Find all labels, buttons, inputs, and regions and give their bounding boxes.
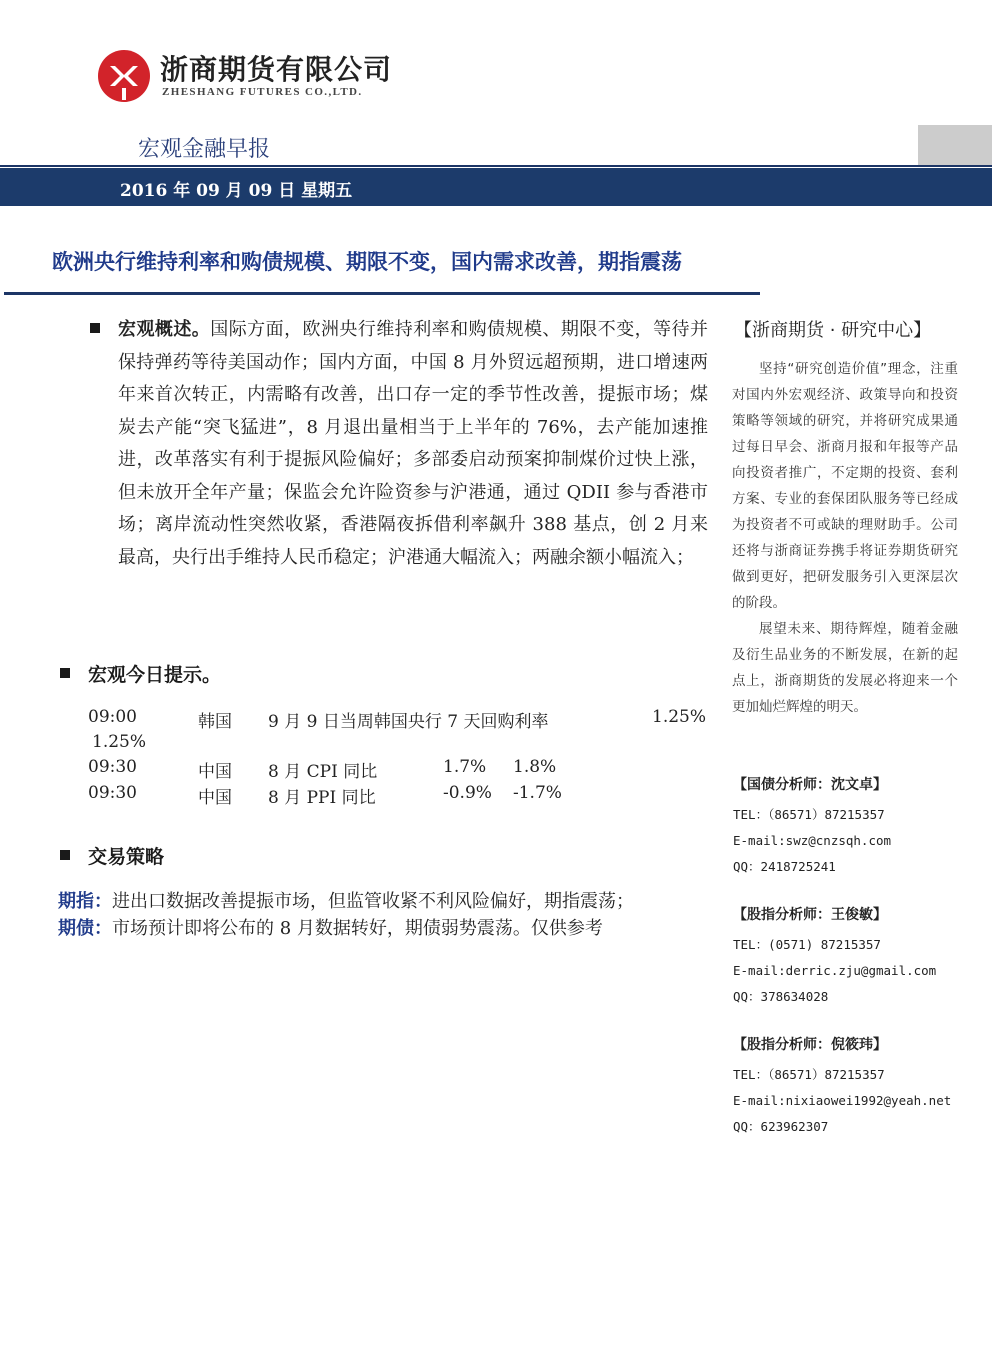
cal-time: 09:00	[88, 707, 137, 727]
strategy-text: 进出口数据改善提振市场，但监管收紧不利风险偏好，期指震荡；	[112, 891, 634, 912]
cal-prev: -0.9%	[443, 783, 492, 803]
cal-event: 8 月 CPI 同比	[268, 762, 378, 782]
overview-paragraph	[118, 314, 708, 574]
strategy-title: 交易策略	[88, 846, 165, 868]
calendar-title: 宏观今日提示。	[88, 664, 222, 686]
overview-text: 国际方面，欧洲央行维持利率和购债规模、期限不变，等待并保持弹药等待美国动作；国内方面，中国 8 月外贸远超预期，进口增速两年来首次转正，内需略有改善，出口存一定的季节性改善，提振市场；煤炭去产能“突飞猛进”，8 月退出量相当于上半年的 76%，去产能加速推进，改革落实有利于提振风险偏好；多部委启动预案抑制煤价过快上涨，但未放开全年产量；保监会允许险资参与沪港通，通过 QDII 参与香港市场；离岸流动性突然收紧，香港隔夜拆借利率飙升 388 基点，创 2 月来最高，央行出手维持人民币稳定；沪港通大幅流入；两融余额小幅流入；	[118, 319, 709, 568]
cal-time: 09:30	[88, 757, 137, 777]
sidebar-title: 【浙商期货 · 研究中心】	[734, 320, 932, 341]
cal-country: 韩国	[198, 712, 232, 732]
strategy-text: 市场预计即将公布的 8 月数据转好，期债弱势震荡。仅供参考	[112, 918, 603, 939]
analyst-card	[733, 904, 936, 1010]
analyst-qq: QQ：2418725241	[733, 859, 836, 874]
overview-label: 宏观概述。	[118, 319, 211, 340]
analyst-name: 【国债分析师：沈文卓】	[733, 777, 887, 793]
analyst-tel: TEL：(0571) 87215357	[733, 937, 881, 952]
cal-event: 8 月 PPI 同比	[268, 788, 376, 808]
cal-forecast: -1.7%	[513, 783, 562, 803]
analyst-email[interactable]: E-mail:derric.zju@gmail.com	[733, 963, 937, 978]
cal-event: 9 月 9 日当周韩国央行 7 天回购利率	[268, 712, 549, 732]
header-divider	[0, 165, 992, 167]
corner-block	[918, 125, 992, 165]
strategy-label: 期债：	[58, 918, 112, 939]
analyst-email[interactable]: E-mail:nixiaowei1992@yeah.net	[733, 1093, 952, 1108]
analyst-card	[733, 1034, 951, 1140]
analyst-name: 【股指分析师：王俊敏】	[733, 907, 887, 923]
bullet-square-icon	[90, 323, 100, 333]
cal-country: 中国	[198, 762, 232, 782]
sidebar-intro-p2: 展望未来、期待辉煌，随着金融及衍生品业务的不断发展，在新的起点上，浙商期货的发展必将迎来一个更加灿烂辉煌的明天。	[732, 621, 958, 715]
company-name-en: ZHESHANG FUTURES CO.,LTD.	[162, 86, 363, 98]
headline-rule	[4, 292, 760, 295]
analyst-name: 【股指分析师：倪筱玮】	[733, 1037, 887, 1053]
company-name-cn: 浙商期货有限公司	[160, 53, 393, 86]
cal-time: 09:30	[88, 783, 137, 803]
analyst-email[interactable]: E-mail:swz@cnzsqh.com	[733, 833, 892, 848]
analyst-qq: QQ：623962307	[733, 1119, 829, 1134]
sidebar-intro	[732, 356, 958, 720]
analyst-qq: QQ：378634028	[733, 989, 829, 1004]
report-date: 2016 年 09 月 09 日 星期五	[120, 181, 353, 201]
cal-prev: 1.7%	[443, 757, 487, 777]
company-logo-icon	[96, 48, 152, 104]
cal-prev: 1.25%	[652, 707, 707, 727]
bullet-square-icon	[60, 850, 70, 860]
strategy-item	[58, 914, 603, 940]
cal-forecast: 1.8%	[513, 757, 557, 777]
analyst-tel: TEL：（86571）87215357	[733, 807, 885, 822]
strategy-label: 期指：	[58, 891, 112, 912]
analyst-card	[733, 774, 891, 880]
strategy-item	[58, 887, 634, 913]
bullet-square-icon	[60, 668, 70, 678]
report-type: 宏观金融早报	[138, 137, 271, 162]
headline: 欧洲央行维持利率和购债规模、期限不变，国内需求改善，期指震荡	[52, 250, 682, 274]
analyst-tel: TEL：（86571）87215357	[733, 1067, 885, 1082]
cal-forecast: 1.25%	[92, 732, 147, 752]
cal-country: 中国	[198, 788, 232, 808]
sidebar-intro-p1: 坚持“研究创造价值”理念，注重对国内外宏观经济、政策导向和投资策略等领域的研究，并将研究成果通过每日早会、浙商月报和年报等产品向投资者推广，不定期的投资、套利方案、专业的套保团队服务等已经成为投资者不可或缺的理财助手。公司还将与浙商证券携手将证券期货研究做到更好，把研发服务引入更深层次的阶段。	[732, 361, 958, 611]
